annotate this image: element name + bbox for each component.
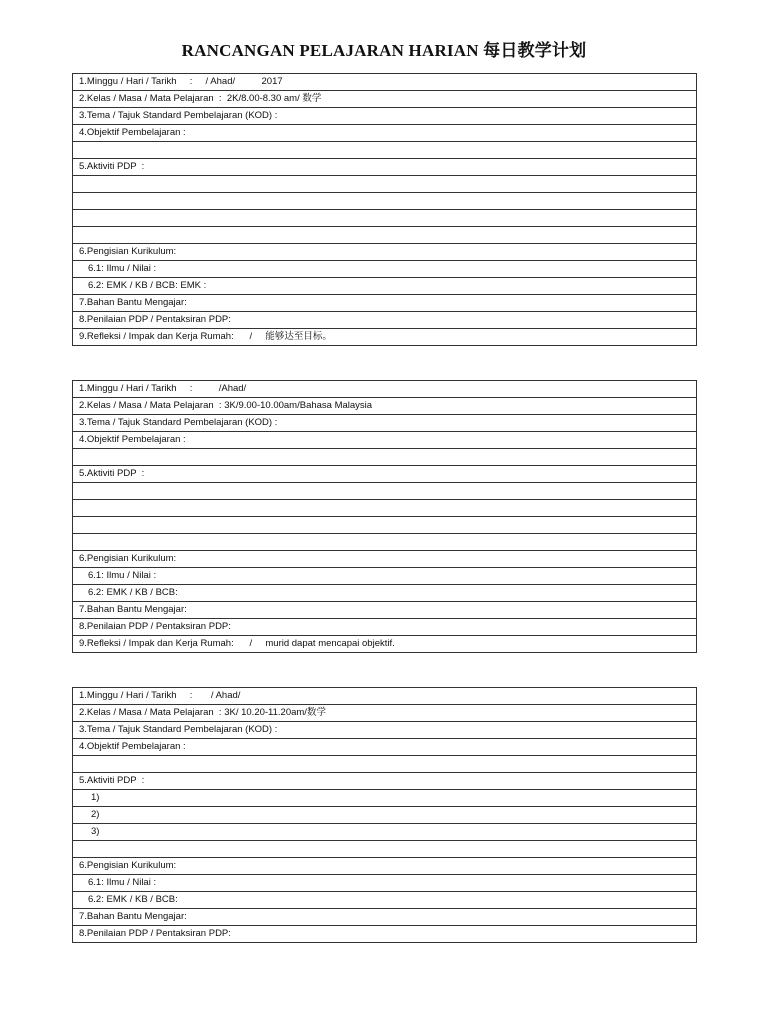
- table-row: [73, 91, 697, 108]
- row-bahan-bantu: 7.Bahan Bantu Mengajar:: [73, 602, 697, 619]
- table-row: [73, 227, 697, 244]
- row-tema-tajuk: 3.Tema / Tajuk Standard Pembelajaran (KOD) :: [73, 415, 697, 432]
- table-row: [73, 619, 697, 636]
- table-row: [73, 466, 697, 483]
- row-activity-item: [73, 517, 697, 534]
- row-activity-item: [73, 176, 697, 193]
- table-row: [73, 74, 697, 91]
- table-row: [73, 329, 697, 346]
- row-pengisian-kurikulum: 6.Pengisian Kurikulum:: [73, 858, 697, 875]
- row-blank: [73, 227, 697, 244]
- table-row: [73, 517, 697, 534]
- table-row: [73, 858, 697, 875]
- row-minggu-hari-tarikh: 1.Minggu / Hari / Tarikh : / Ahad/: [73, 688, 697, 705]
- table-row: [73, 432, 697, 449]
- table-row: [73, 807, 697, 824]
- row-blank: [73, 449, 697, 466]
- table-row: [73, 125, 697, 142]
- table-row: [73, 756, 697, 773]
- row-activity-item: [73, 483, 697, 500]
- table-row: [73, 295, 697, 312]
- table-row: [73, 210, 697, 227]
- table-row: [73, 705, 697, 722]
- row-blank: [73, 534, 697, 551]
- row-bahan-bantu: 7.Bahan Bantu Mengajar:: [73, 295, 697, 312]
- table-row: [73, 551, 697, 568]
- row-tema-tajuk: 3.Tema / Tajuk Standard Pembelajaran (KOD) :: [73, 722, 697, 739]
- row-activity-item: 2): [73, 807, 697, 824]
- table-row: [73, 688, 697, 705]
- table-row: [73, 926, 697, 943]
- lesson-plan-table-3: [72, 687, 697, 943]
- row-emk-kb-bcb: 6.2: EMK / KB / BCB: EMK :: [73, 278, 697, 295]
- table-row: [73, 500, 697, 517]
- table-row: [73, 909, 697, 926]
- row-penilaian: 8.Penilaian PDP / Pentaksiran PDP:: [73, 926, 697, 943]
- row-penilaian: 8.Penilaian PDP / Pentaksiran PDP:: [73, 312, 697, 329]
- row-emk-kb-bcb: 6.2: EMK / KB / BCB:: [73, 585, 697, 602]
- row-objektif: 4.Objektif Pembelajaran :: [73, 125, 697, 142]
- table-row: [73, 261, 697, 278]
- table-row: [73, 108, 697, 125]
- table-row: [73, 483, 697, 500]
- table-row: [73, 176, 697, 193]
- table-row: [73, 449, 697, 466]
- table-row: [73, 824, 697, 841]
- row-aktiviti-pdp: 5.Aktiviti PDP :: [73, 159, 697, 176]
- table-row: [73, 193, 697, 210]
- table-row: [73, 773, 697, 790]
- table-row: [73, 398, 697, 415]
- row-kelas-masa-mata-pelajaran: 2.Kelas / Masa / Mata Pelajaran : 2K/8.00-8.30 am/ 数学: [73, 91, 697, 108]
- table-row: [73, 415, 697, 432]
- row-activity-item: [73, 500, 697, 517]
- table-row: [73, 159, 697, 176]
- row-blank: [73, 756, 697, 773]
- row-kelas-masa-mata-pelajaran: 2.Kelas / Masa / Mata Pelajaran : 3K/9.00-10.00am/Bahasa Malaysia: [73, 398, 697, 415]
- row-minggu-hari-tarikh: 1.Minggu / Hari / Tarikh : /Ahad/: [73, 381, 697, 398]
- row-blank: [73, 142, 697, 159]
- table-row: [73, 534, 697, 551]
- row-minggu-hari-tarikh: 1.Minggu / Hari / Tarikh : / Ahad/ 2017: [73, 74, 697, 91]
- row-refleksi: 9.Refleksi / Impak dan Kerja Rumah: / murid dapat mencapai objektif.: [73, 636, 697, 653]
- row-bahan-bantu: 7.Bahan Bantu Mengajar:: [73, 909, 697, 926]
- table-row: [73, 739, 697, 756]
- row-kelas-masa-mata-pelajaran: 2.Kelas / Masa / Mata Pelajaran : 3K/ 10.20-11.20am/数学: [73, 705, 697, 722]
- row-tema-tajuk: 3.Tema / Tajuk Standard Pembelajaran (KOD) :: [73, 108, 697, 125]
- row-activity-item: 1): [73, 790, 697, 807]
- table-row: [73, 892, 697, 909]
- table-row: [73, 381, 697, 398]
- table-row: [73, 841, 697, 858]
- table-row: [73, 602, 697, 619]
- table-row: [73, 722, 697, 739]
- table-row: [73, 568, 697, 585]
- row-ilmu-nilai: 6.1: Ilmu / Nilai :: [73, 568, 697, 585]
- lesson-plan-table-1: [72, 73, 697, 346]
- table-row: [73, 585, 697, 602]
- row-pengisian-kurikulum: 6.Pengisian Kurikulum:: [73, 551, 697, 568]
- row-objektif: 4.Objektif Pembelajaran :: [73, 432, 697, 449]
- row-activity-item: 3): [73, 824, 697, 841]
- row-blank: [73, 841, 697, 858]
- lesson-plan-table-2: [72, 380, 697, 653]
- row-refleksi: 9.Refleksi / Impak dan Kerja Rumah: / 能够达至目标。: [73, 329, 697, 346]
- row-objektif: 4.Objektif Pembelajaran :: [73, 739, 697, 756]
- row-aktiviti-pdp: 5.Aktiviti PDP :: [73, 773, 697, 790]
- row-penilaian: 8.Penilaian PDP / Pentaksiran PDP:: [73, 619, 697, 636]
- row-emk-kb-bcb: 6.2: EMK / KB / BCB:: [73, 892, 697, 909]
- table-row: [73, 312, 697, 329]
- table-row: [73, 142, 697, 159]
- table-row: [73, 790, 697, 807]
- row-activity-item: [73, 193, 697, 210]
- row-aktiviti-pdp: 5.Aktiviti PDP :: [73, 466, 697, 483]
- row-ilmu-nilai: 6.1: Ilmu / Nilai :: [73, 261, 697, 278]
- row-ilmu-nilai: 6.1: Ilmu / Nilai :: [73, 875, 697, 892]
- row-activity-item: [73, 210, 697, 227]
- table-row: [73, 875, 697, 892]
- page-title: RANCANGAN PELAJARAN HARIAN 每日教学计划: [181, 41, 587, 60]
- table-row: [73, 636, 697, 653]
- row-pengisian-kurikulum: 6.Pengisian Kurikulum:: [73, 244, 697, 261]
- table-row: [73, 244, 697, 261]
- table-row: [73, 278, 697, 295]
